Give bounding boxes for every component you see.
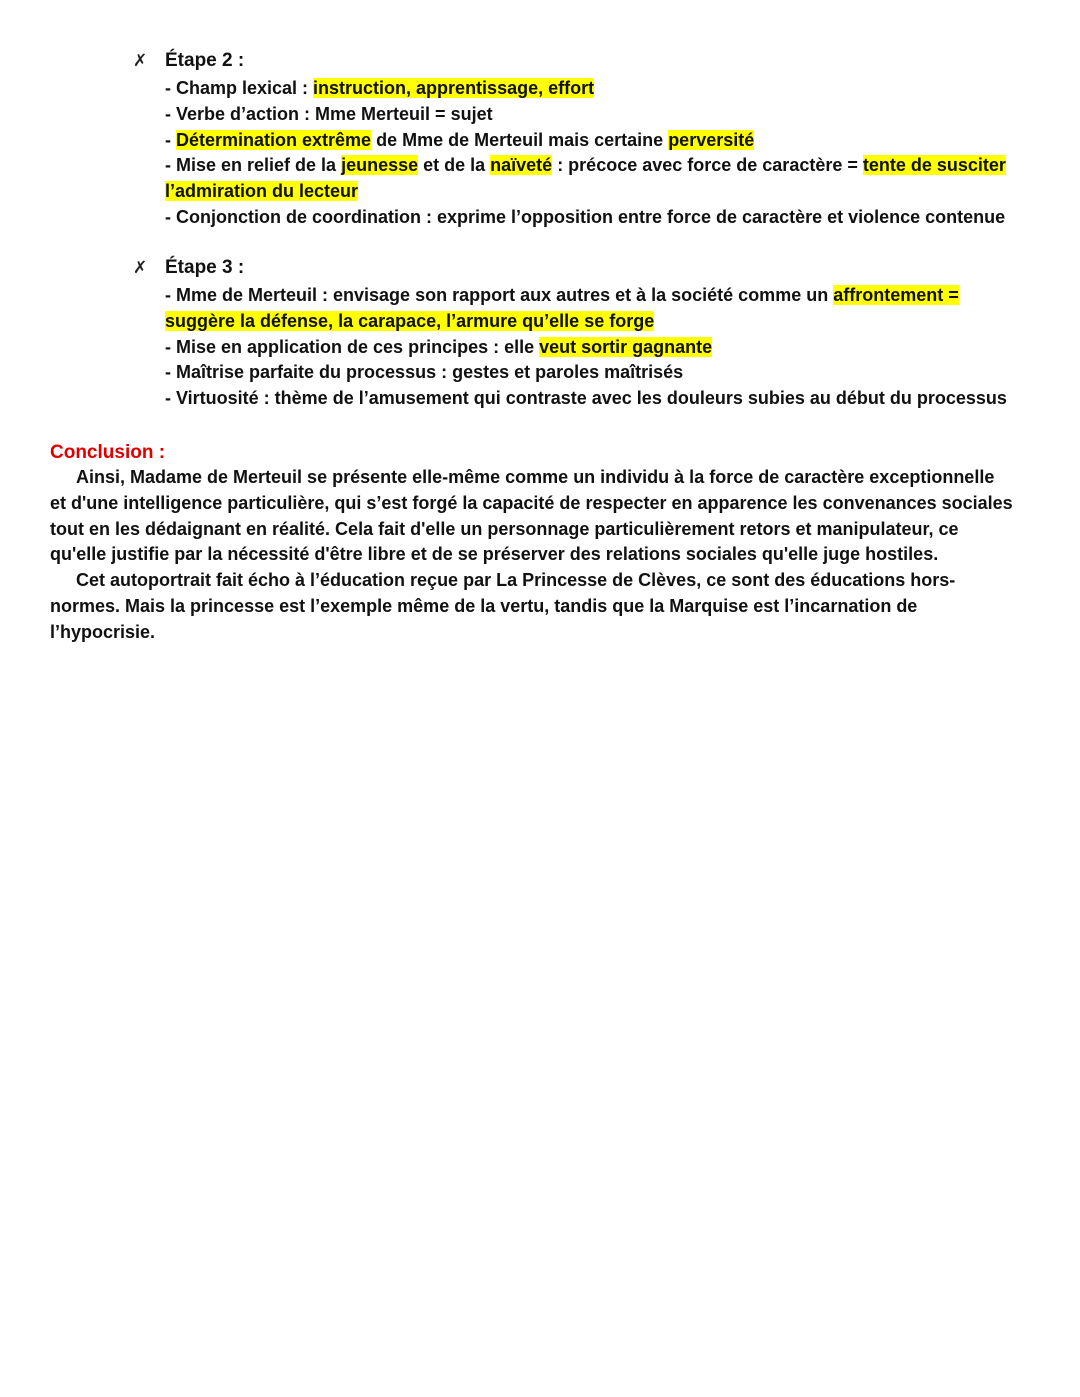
bullet-line: [165, 102, 1006, 128]
paragraph-line: qu'elle justifie par la nécessité d'être libre et de se préserver des relations sociales qu'elle juge hostiles.: [50, 544, 939, 565]
line-text: -: [165, 129, 176, 150]
step-3-heading: [133, 257, 1007, 283]
paragraph-line: normes. Mais la princesse est l’exemple même de la vertu, tandis que la Marquise est l’incarnation de: [50, 595, 918, 616]
line-text: - Virtuosité : thème de l’amusement qui contraste avec les douleurs subies au début du processus: [165, 388, 1007, 409]
line-text: - Champ lexical :: [165, 78, 314, 98]
highlighted-text: naïveté: [490, 155, 553, 176]
bullet-line: [165, 76, 1006, 102]
step-2-lines: [165, 76, 1006, 231]
highlighted-text: jeunesse: [341, 155, 419, 176]
bullet-line: [165, 386, 1007, 412]
highlighted-text: veut sortir gagnante: [539, 336, 713, 357]
conclusion-paragraph-2: [50, 568, 1040, 645]
highlighted-text: l’admiration du lecteur: [165, 181, 359, 202]
conclusion-paragraph-1: [50, 465, 1040, 568]
step-2-heading: [133, 50, 1006, 76]
step-3-title: Étape 3 :: [165, 257, 245, 278]
cross-mark-icon: ✗: [133, 51, 148, 70]
bullet-line: [165, 128, 1006, 154]
step-2-title: Étape 2 :: [165, 50, 245, 71]
bullet-line: [165, 309, 1007, 335]
highlighted-text: perversité: [668, 129, 755, 150]
paragraph-line: et d'une intelligence particulière, qui s’est forgé la capacité de respecter en apparence les convenances sociales: [50, 492, 1013, 513]
line-text: et de la: [418, 155, 491, 176]
paragraph-line: l’hypocrisie.: [50, 621, 156, 642]
line-text: - Mise en application de ces principes : elle: [165, 336, 540, 357]
highlighted-text: Détermination extrême: [176, 129, 372, 150]
conclusion-title: Conclusion :: [50, 442, 166, 463]
line-text: - Mise en relief de la: [165, 155, 342, 176]
line-text: - Verbe d’action : Mme Merteuil = sujet: [165, 103, 493, 124]
line-text: - Maîtrise parfaite du processus : gestes et paroles maîtrisés: [165, 362, 684, 383]
bullet-line: [165, 205, 1006, 231]
highlighted-text: suggère la défense, la carapace, l’armure qu’elle se forge: [165, 310, 655, 331]
paragraph-line: tout en les dédaignant en réalité. Cela fait d'elle un personnage particulièrement retors et manipulateur, ce: [50, 518, 959, 539]
line-text: de Mme de Merteuil mais certaine: [371, 129, 669, 150]
highlighted-text: tente de susciter: [862, 155, 1006, 176]
paragraph-line: Ainsi, Madame de Merteuil se présente elle-même comme un individu à la force de caractère exceptionnelle: [76, 467, 995, 487]
bullet-line: [165, 335, 1007, 361]
step-3-lines: [165, 283, 1007, 412]
bullet-line: [165, 283, 1007, 309]
bullet-line: [165, 360, 1007, 386]
bullet-line: [165, 179, 1006, 205]
highlighted-text: affrontement =: [833, 285, 959, 305]
highlighted-text: instruction, apprentissage, effort: [313, 78, 595, 98]
line-text: : précoce avec force de caractère =: [552, 155, 863, 176]
step-3-section: [133, 257, 1007, 412]
line-text: - Conjonction de coordination : exprime l’opposition entre force de caractère et violence contenue: [165, 206, 1006, 227]
line-text: - Mme de Merteuil : envisage son rapport aux autres et à la société comme un: [165, 285, 834, 305]
bullet-line: [165, 153, 1006, 179]
paragraph-line: Cet autoportrait fait écho à l’éducation reçue par La Princesse de Clèves, ce sont des éducations hors-: [76, 570, 956, 590]
step-2-section: [133, 50, 1006, 231]
cross-mark-icon: ✗: [133, 258, 148, 277]
